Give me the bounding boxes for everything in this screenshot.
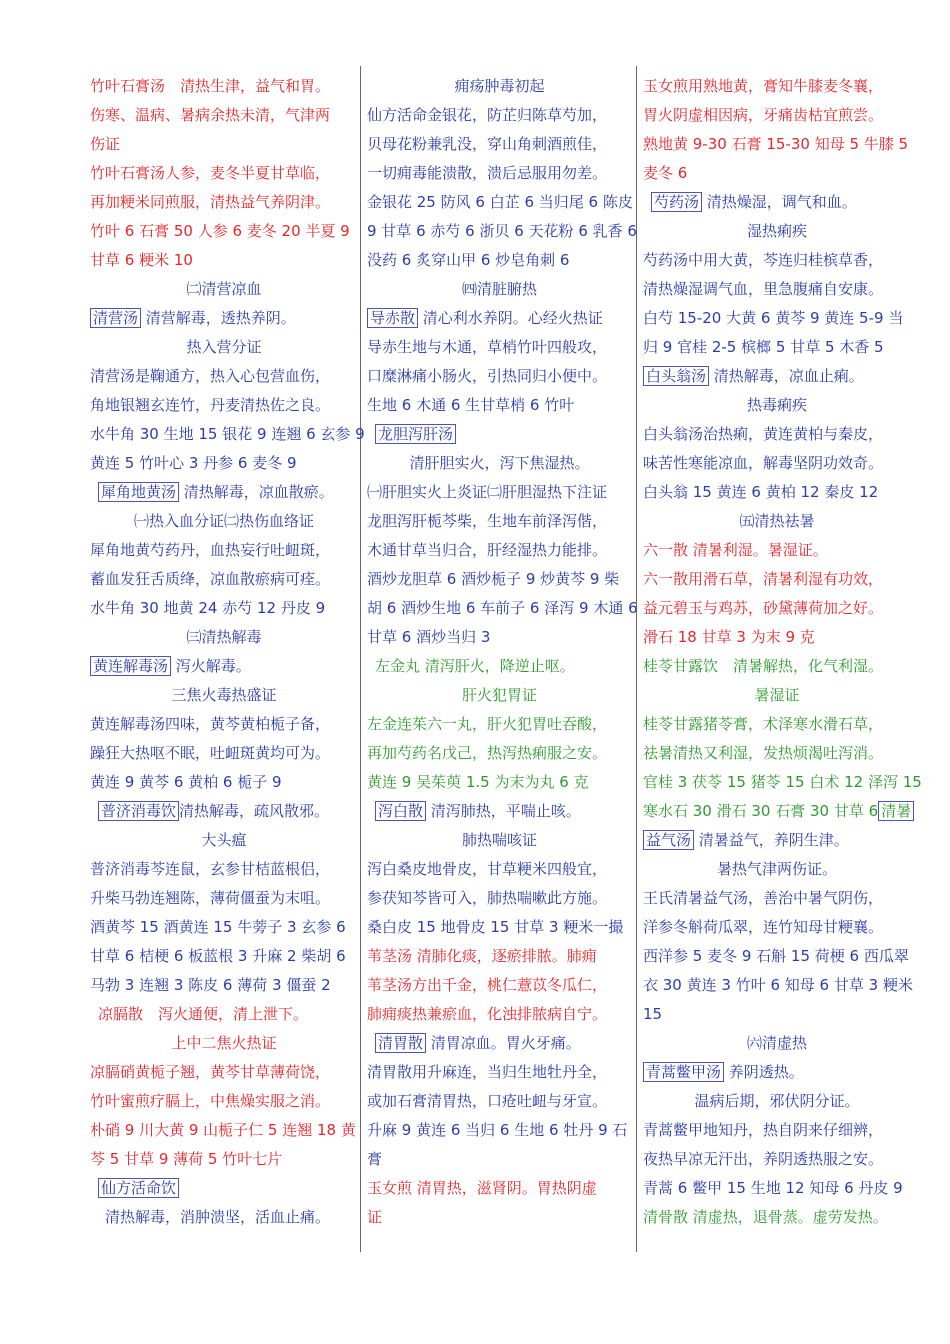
text-line [367, 130, 632, 159]
line-text: 胃火阴虚相因病，牙痛齿枯宜煎尝。 [643, 106, 884, 124]
line-text: 肝火犯胃证 [461, 686, 537, 704]
text-line [367, 101, 632, 130]
line-text: 热入营分证 [186, 338, 262, 356]
text-line [367, 1000, 632, 1029]
section-heading [90, 681, 358, 710]
line-text: 玉女煎用熟地黄，膏知牛膝麦冬襄， [643, 77, 884, 95]
text-line [367, 768, 632, 797]
line-text: 清热解毒，疏风散邪。 [179, 802, 330, 820]
line-text: 白芍 15-20 大黄 6 黄芩 9 黄连 5-9 当 [643, 309, 904, 327]
text-line [367, 536, 632, 565]
text-line [367, 623, 632, 652]
section-heading [367, 826, 632, 855]
line-text: 桂苓甘露饮 清暑解热，化气利湿。 [643, 657, 884, 675]
section-heading [643, 391, 911, 420]
line-text: 贝母花粉兼乳没，穿山角刺酒煎佳， [367, 135, 608, 153]
formula-name-box: 黄连解毒汤 [90, 656, 171, 676]
text-line [643, 159, 911, 188]
line-text: 暑热气津两伤证。 [716, 860, 837, 878]
text-line [90, 217, 358, 246]
column-1 [90, 72, 365, 1232]
text-line [90, 188, 358, 217]
line-text: 木通甘草当归合，肝经湿热力能排。 [367, 541, 608, 559]
line-text: 甘草 6 酒炒当归 3 [367, 628, 491, 646]
text-line [643, 884, 911, 913]
section-heading [643, 507, 911, 536]
section-heading [367, 449, 632, 478]
column-divider-1 [360, 66, 361, 1252]
text-line [90, 362, 358, 391]
text-line [643, 710, 911, 739]
line-text: 苇茎汤 清肺化痰，逐瘀排脓。肺痈 [367, 947, 597, 965]
line-text: 蓄血发狂舌质绛，凉血散瘀病可痊。 [90, 570, 331, 588]
line-text: 清胃凉血。胃火牙痛。 [426, 1034, 581, 1052]
text-line [90, 739, 358, 768]
line-text: 生地 6 木通 6 生甘草梢 6 竹叶 [367, 396, 575, 414]
text-line [367, 1203, 632, 1232]
text-line [367, 594, 638, 623]
section-heading [643, 1029, 911, 1058]
line-text: 参茯知芩皆可入，肺热喘嗽此方施。 [367, 889, 608, 907]
text-line [643, 913, 911, 942]
text-line [90, 101, 358, 130]
text-line [90, 913, 358, 942]
formula-name-box: 犀角地黄汤 [98, 482, 179, 502]
formula-name-box: 清营汤 [90, 308, 141, 328]
line-text: 清胃散用升麻连，当归生地牡丹全， [367, 1063, 608, 1081]
line-text: 角地银翘玄连竹，丹麦清热佐之良。 [90, 396, 331, 414]
section-heading [90, 826, 358, 855]
text-line [643, 420, 911, 449]
column-3 [643, 72, 922, 1232]
line-text: ㈢清热解毒 [186, 628, 262, 646]
text-line [90, 797, 358, 826]
text-line [643, 1116, 911, 1145]
line-text: 证 [367, 1208, 383, 1226]
line-text: 清泻肺热，平喘止咳。 [426, 802, 581, 820]
text-line [367, 333, 632, 362]
text-line [367, 217, 637, 246]
formula-name-box: 泻白散 [375, 801, 426, 821]
text-line [367, 913, 632, 942]
line-text: 或加石膏清胃热，口疮吐衄与牙宣。 [367, 1092, 608, 1110]
text-line [90, 130, 358, 159]
text-line [643, 797, 911, 826]
section-heading [367, 72, 632, 101]
section-heading [643, 681, 911, 710]
line-text: 肺痈痰热兼瘀血，化浊排脓病自宁。 [367, 1005, 608, 1023]
formula-name-box: 仙方活命饮 [98, 1178, 179, 1198]
text-line [90, 159, 358, 188]
text-line [90, 449, 358, 478]
text-line [643, 246, 911, 275]
line-text: 清营解毒，透热养阴。 [141, 309, 296, 327]
text-line [367, 1058, 632, 1087]
line-text: ㈠肝胆实火上炎证㈡肝胆湿热下注证 [367, 483, 608, 501]
line-text: 玉女煎 清胃热，滋肾阴。胃热阴虚 [367, 1179, 597, 1197]
text-line [643, 72, 911, 101]
line-text: 犀角地黄芍药丹，血热妄行吐衄斑， [90, 541, 331, 559]
line-text: 躁狂大热呕不眠，吐衄斑黄均可为。 [90, 744, 331, 762]
line-text: 祛暑清热又利湿，发热烦渴吐泻消。 [643, 744, 884, 762]
text-line [367, 246, 632, 275]
line-text: 味苦性寒能凉血，解毒坚阴功效奇。 [643, 454, 884, 472]
line-text: 黄连 5 竹叶心 3 丹参 6 麦冬 9 [90, 454, 297, 472]
line-text: 芍药汤中用大黄，芩连归桂槟草香， [643, 251, 884, 269]
line-text: 芩 5 甘草 9 薄荷 5 竹叶七片 [90, 1150, 283, 1168]
text-line [643, 304, 911, 333]
text-line [90, 536, 358, 565]
line-text: 清热解毒，凉血散瘀。 [179, 483, 334, 501]
section-heading [90, 333, 358, 362]
line-text: 泻白桑皮地骨皮，甘草粳米四般宜， [367, 860, 608, 878]
line-text: 归 9 官桂 2-5 槟榔 5 甘草 5 木香 5 [643, 338, 884, 356]
line-text: 三焦火毒热盛证 [171, 686, 277, 704]
section-heading [367, 275, 632, 304]
text-line [643, 1000, 911, 1029]
text-line [90, 1203, 358, 1232]
line-text: 9 甘草 6 赤芍 6 浙贝 6 天花粉 6 乳香 6 [367, 222, 637, 240]
line-text: 黄连 9 黄芩 6 黄柏 6 栀子 9 [90, 773, 282, 791]
text-line [643, 971, 911, 1000]
line-text: 苇茎汤方出千金，桃仁薏苡冬瓜仁， [367, 976, 608, 994]
text-line [367, 942, 632, 971]
text-line [367, 1029, 632, 1058]
formula-name-box: 龙胆泻肝汤 [375, 424, 456, 444]
text-line [367, 1116, 632, 1145]
text-line [367, 884, 632, 913]
line-text: ㈤清热祛暑 [739, 512, 815, 530]
text-line [367, 652, 632, 681]
text-line [643, 565, 911, 594]
line-text: 暑湿证 [754, 686, 800, 704]
line-text: ㈥清虚热 [746, 1034, 807, 1052]
text-line [90, 1116, 358, 1145]
line-text: 白头翁 15 黄连 6 黄柏 12 秦皮 12 [643, 483, 879, 501]
text-line [90, 971, 358, 1000]
column-2 [367, 72, 638, 1232]
section-heading [90, 275, 358, 304]
text-line [90, 478, 358, 507]
line-text: 益元碧玉与鸡苏，砂黛薄荷加之好。 [643, 599, 884, 617]
text-line [90, 1058, 358, 1087]
line-text: 大头瘟 [201, 831, 247, 849]
line-text: 左金丸 清泻肝火，降逆止呕。 [375, 657, 575, 675]
formula-name-box: 益气汤 [643, 830, 694, 850]
text-line [90, 391, 358, 420]
line-text: 衣 30 黄连 3 竹叶 6 知母 6 甘草 3 粳米 [643, 976, 913, 994]
section-heading [643, 217, 911, 246]
line-text: 西洋参 5 麦冬 9 石斛 15 荷梗 6 西瓜翠 [643, 947, 909, 965]
text-line [367, 159, 632, 188]
line-text: 朴硝 9 川大黄 9 山栀子仁 5 连翘 18 黄 [90, 1121, 356, 1139]
line-text: 青蒿鳖甲地知丹，热自阴来仔细辨， [643, 1121, 884, 1139]
line-text: 15 [643, 1005, 663, 1023]
text-line [643, 1145, 911, 1174]
line-text: 马勃 3 连翘 3 陈皮 6 薄荷 3 僵蚕 2 [90, 976, 331, 994]
line-text: 清热燥湿，调气和血。 [702, 193, 857, 211]
text-line [90, 768, 358, 797]
text-line [643, 826, 911, 855]
line-text: 酒炒龙胆草 6 酒炒栀子 9 炒黄芩 9 柴 [367, 570, 620, 588]
line-text: 再加粳米同煎服，清热益气养阴津。 [90, 193, 331, 211]
line-text: 官桂 3 茯苓 15 猪苓 15 白术 12 泽泻 15 [643, 773, 922, 791]
line-text: 凉膈散 泻火通便，清上泄下。 [98, 1005, 309, 1023]
formula-name-box: 清暑 [878, 801, 914, 821]
line-text: 甘草 6 桔梗 6 板蓝根 3 升麻 2 柴胡 6 [90, 947, 346, 965]
text-line [367, 1087, 632, 1116]
text-line [90, 884, 358, 913]
section-heading [367, 681, 632, 710]
line-text: 王氏清暑益气汤，善治中暑气阴伤， [643, 889, 884, 907]
text-line [367, 1145, 632, 1174]
section-heading [643, 1087, 911, 1116]
line-text: 清暑益气，养阴生津。 [694, 831, 849, 849]
text-line [367, 362, 632, 391]
line-text: 没药 6 炙穿山甲 6 炒皂角刺 6 [367, 251, 570, 269]
line-text: 竹叶石膏汤人参，麦冬半夏甘草临， [90, 164, 331, 182]
text-line [367, 855, 632, 884]
line-text: 滑石 18 甘草 3 为末 9 克 [643, 628, 815, 646]
line-text: 湿热痢疾 [746, 222, 807, 240]
line-text: 黄连解毒汤四味，黄芩黄柏栀子备， [90, 715, 331, 733]
text-line [367, 971, 632, 1000]
line-text: 上中二焦火热证 [171, 1034, 277, 1052]
text-line [90, 855, 358, 884]
line-text: 青蒿 6 鳖甲 15 生地 12 知母 6 丹皮 9 [643, 1179, 903, 1197]
text-line [90, 304, 358, 333]
line-text: 升麻 9 黄连 6 当归 6 生地 6 牡丹 9 石 [367, 1121, 628, 1139]
formula-name-box: 青蒿鳖甲汤 [643, 1062, 724, 1082]
line-text: 膏 [367, 1150, 383, 1168]
line-text: 一切痈毒能溃散，溃后忌服用勿差。 [367, 164, 608, 182]
text-line [643, 333, 911, 362]
line-text: 再加芍药名戊己，热泻热痢服之安。 [367, 744, 608, 762]
text-line [643, 275, 911, 304]
text-line [367, 420, 632, 449]
text-line [643, 1174, 911, 1203]
formula-name-box: 白头翁汤 [643, 366, 709, 386]
text-line [643, 594, 911, 623]
text-line [367, 565, 632, 594]
line-text: 清热燥湿调气血，里急腹痛自安康。 [643, 280, 884, 298]
text-line [643, 478, 911, 507]
text-line [90, 652, 358, 681]
line-text: 热毒痢疾 [746, 396, 807, 414]
text-line [90, 246, 358, 275]
line-text: 伤寒、温病、暑病余热未清，气津两 [90, 106, 331, 124]
text-line [90, 72, 358, 101]
section-heading [90, 1029, 358, 1058]
text-line [367, 391, 632, 420]
section-heading [643, 855, 911, 884]
formula-name-box: 清胃散 [375, 1033, 426, 1053]
text-line [90, 565, 358, 594]
line-text: ㈡清营凉血 [186, 280, 262, 298]
text-line [643, 739, 911, 768]
text-line [643, 623, 911, 652]
line-text: 洋参冬斛荷瓜翠，连竹知母甘粳襄。 [643, 918, 884, 936]
line-text: 竹叶蜜煎疗膈上，中焦燥实服之消。 [90, 1092, 331, 1110]
line-text: 温病后期，邪伏阴分证。 [694, 1092, 860, 1110]
line-text: 桑白皮 15 地骨皮 15 甘草 3 粳米一撮 [367, 918, 624, 936]
text-line [90, 942, 358, 971]
line-text: 水牛角 30 生地 15 银花 9 连翘 6 玄参 9 [90, 425, 365, 443]
column-divider-2 [636, 66, 637, 1252]
text-line [367, 478, 632, 507]
text-line [90, 420, 365, 449]
line-text: 凉膈硝黄栀子翘，黄芩甘草薄荷饶， [90, 1063, 331, 1081]
line-text: ㈣清脏腑热 [461, 280, 537, 298]
line-text: 泻火解毒。 [171, 657, 251, 675]
line-text: 清肝胆实火，泻下焦湿热。 [409, 454, 590, 472]
text-line [90, 1000, 358, 1029]
text-line [367, 1174, 632, 1203]
line-text: 升柴马勃连翘陈，薄荷僵蚕为末咀。 [90, 889, 331, 907]
line-text: 痈疡肿毒初起 [454, 77, 545, 95]
text-line [643, 652, 911, 681]
line-text: 寒水石 30 滑石 30 石膏 30 甘草 6 [643, 802, 879, 820]
line-text: 黄连 9 吴茱萸 1.5 为末为丸 6 克 [367, 773, 589, 791]
text-line [643, 101, 911, 130]
formula-name-box: 普济消毒饮 [98, 801, 179, 821]
text-line [90, 710, 358, 739]
line-text: 养阴透热。 [724, 1063, 804, 1081]
line-text: 甘草 6 粳米 10 [90, 251, 193, 269]
line-text: 桂苓甘露猪苓膏，术泽寒水滑石草， [643, 715, 884, 733]
line-text: 伤证 [90, 135, 121, 153]
line-text: 夜热早凉无汗出，养阴透热服之安。 [643, 1150, 884, 1168]
text-line [643, 1203, 911, 1232]
line-text: 水牛角 30 地黄 24 赤芍 12 丹皮 9 [90, 599, 326, 617]
line-text: 清热解毒，消肿溃坚，活血止痛。 [90, 1208, 331, 1226]
line-text: 麦冬 6 [643, 164, 688, 182]
text-line [367, 797, 632, 826]
text-line [90, 1145, 358, 1174]
line-text: 熟地黄 9-30 石膏 15-30 知母 5 牛膝 5 [643, 135, 909, 153]
line-text: 竹叶 6 石膏 50 人参 6 麦冬 20 半夏 9 [90, 222, 350, 240]
line-text: 胡 6 酒炒生地 6 车前子 6 泽泻 9 木通 6 [367, 599, 638, 617]
line-text: 仙方活命金银花，防芷归陈草芍加， [367, 106, 608, 124]
line-text: 导赤生地与木通，草梢竹叶四般攻， [367, 338, 608, 356]
line-text: 肺热喘咳证 [461, 831, 537, 849]
text-line [643, 1058, 911, 1087]
line-text: 普济消毒芩连鼠，玄参甘桔蓝根侣， [90, 860, 331, 878]
section-heading [90, 507, 358, 536]
line-text: 清营汤是鞠通方，热入心包营血伤， [90, 367, 331, 385]
line-text: 清心利水养阴。心经火热证 [418, 309, 603, 327]
section-heading [90, 623, 358, 652]
line-text: 白头翁汤治热痢，黄连黄柏与秦皮， [643, 425, 884, 443]
line-text: 竹叶石膏汤 清热生津，益气和胃。 [90, 77, 331, 95]
line-text: 酒黄芩 15 酒黄连 15 牛蒡子 3 玄参 6 [90, 918, 346, 936]
text-line [90, 1174, 358, 1203]
formula-name-box: 芍药汤 [651, 192, 702, 212]
line-text: ㈠热入血分证㈡热伤血络证 [133, 512, 314, 530]
text-line [90, 594, 358, 623]
formula-name-box: 导赤散 [367, 308, 418, 328]
text-line [90, 1087, 358, 1116]
line-text: 金银花 25 防风 6 白芷 6 当归尾 6 陈皮 [367, 193, 633, 211]
text-line [367, 710, 632, 739]
text-line [367, 507, 632, 536]
text-line [643, 768, 922, 797]
line-text: 口糜淋痛小肠火，引热同归小便中。 [367, 367, 608, 385]
text-line [367, 304, 632, 333]
text-line [643, 130, 911, 159]
text-line [643, 362, 911, 391]
text-line [367, 188, 632, 217]
text-line [643, 449, 911, 478]
line-text: 六一散用滑石草，清暑利湿有功效， [643, 570, 884, 588]
line-text: 六一散 清暑利湿。暑湿证。 [643, 541, 828, 559]
text-line [367, 739, 632, 768]
text-line [643, 188, 911, 217]
line-text: 清热解毒，凉血止痢。 [709, 367, 864, 385]
line-text: 龙胆泻肝栀芩柴，生地车前泽泻偕， [367, 512, 608, 530]
text-line [643, 942, 911, 971]
line-text: 清骨散 清虚热，退骨蒸。虚劳发热。 [643, 1208, 888, 1226]
line-text: 左金连茱六一丸，肝火犯胃吐吞酸， [367, 715, 608, 733]
text-line [643, 536, 911, 565]
